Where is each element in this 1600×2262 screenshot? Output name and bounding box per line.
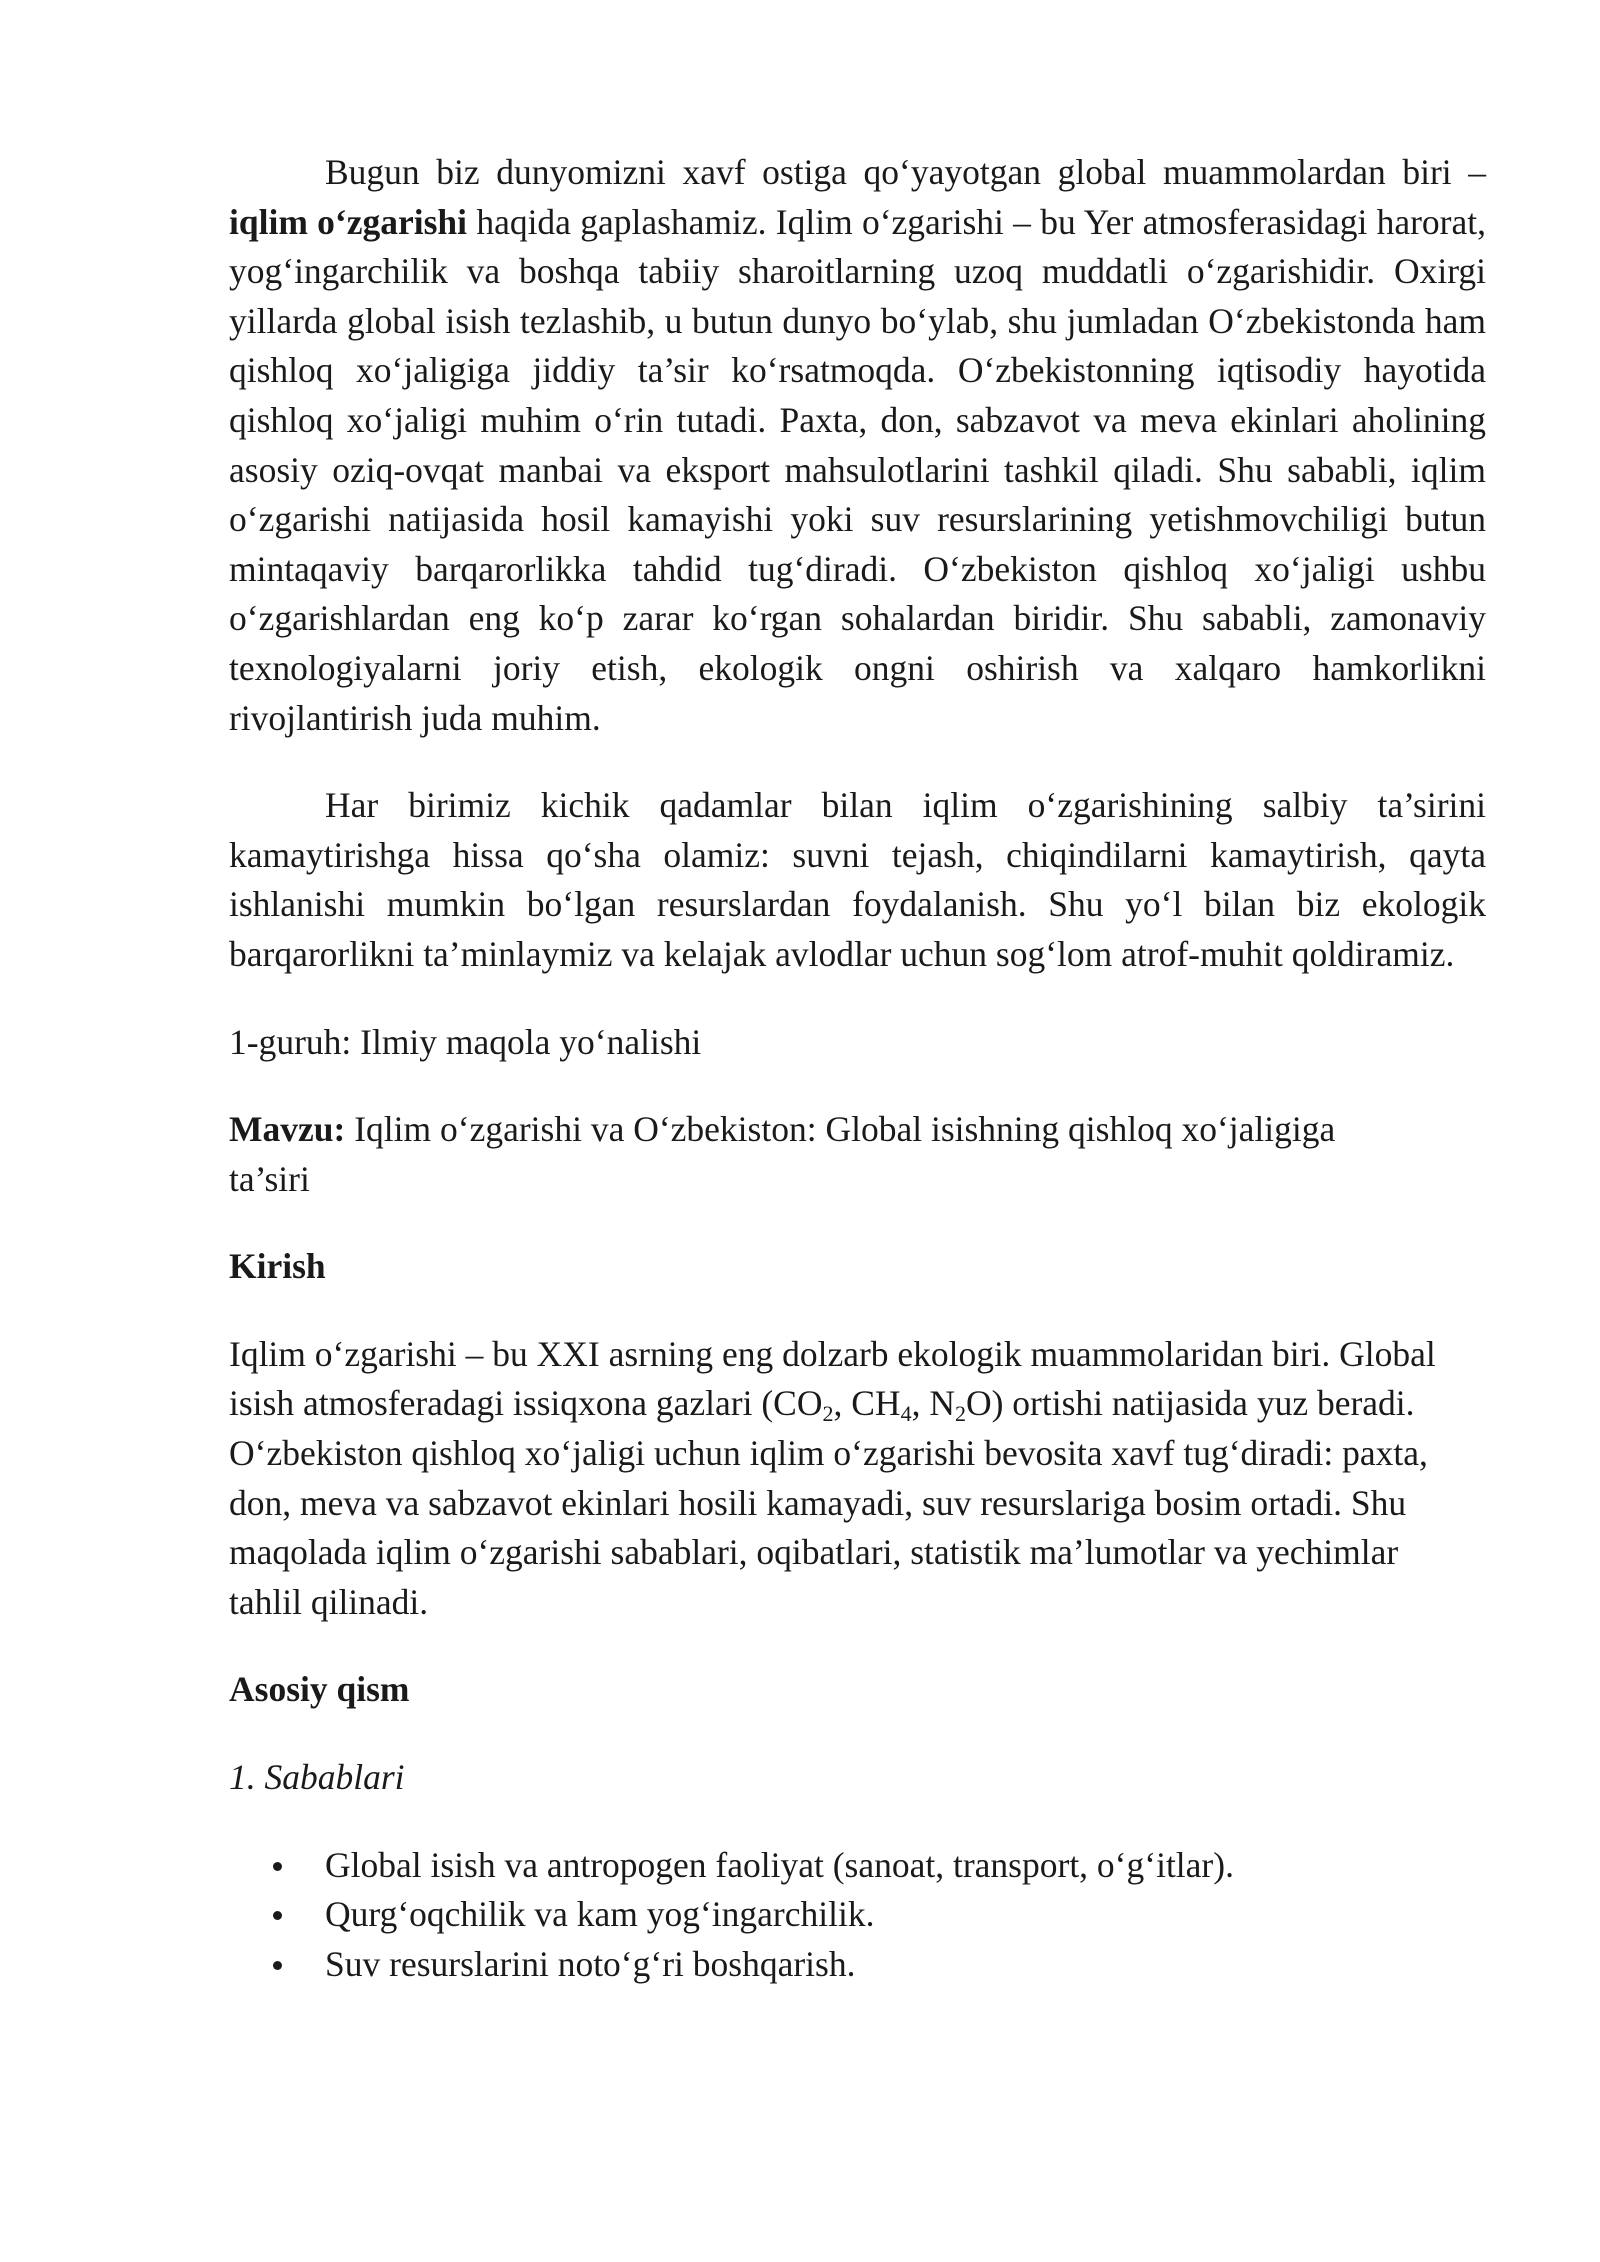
- intro-text-start: Bugun biz dunyomizni xavf ostiga qo‘yayotgan global muammolardan biri –: [325, 152, 1486, 192]
- list-item: [325, 1940, 1486, 1990]
- n2o-subscript: 2: [954, 1401, 966, 1427]
- kirish-text-4: O) ortishi natijasida yuz beradi. O‘zbekiston qishloq xo‘jaligi uchun iqlim o‘zgarishi bevosita xavf tug‘diradi: paxta, don, meva va sabzavot ekinlari hosili kamayadi, suv resurslariga bosim ortadi. Shu maqolada iqlim o‘zgarishi sabablari, oqibatlari, statistik ma’lumotlar va yechimlar tahlil qilinadi.: [229, 1383, 1428, 1622]
- list-item-text: Qurg‘oqchilik va kam yog‘ingarchilik.: [325, 1894, 875, 1935]
- list-item: [325, 1841, 1486, 1891]
- list-item-text: Suv resurslarini noto‘g‘ri boshqarish.: [325, 1943, 856, 1984]
- sabablari-subheading: 1. Sabablari: [229, 1757, 405, 1798]
- ch4-subscript: 4: [900, 1401, 912, 1427]
- kirish-heading: Kirish: [229, 1246, 326, 1287]
- intro-text-rest: haqida gaplashamiz. Iqlim o‘zgarishi – bu Yer atmosferasidagi harorat, yog‘ingarchilik va boshqa tabiiy sharoitlarning uzoq muddatli o‘zgarishidir. Oxirgi yillarda global isish tezlashib, u butun dunyo bo‘ylab, shu jumladan O‘zbekistonda ham qishloq xo‘jaligiga jiddiy ta’sir ko‘rsatmoqda. O‘zbekistonning iqtisodiy hayotida qishloq xo‘jaligi muhim o‘rin tutadi. Paxta, don, sabzavot va meva ekinlari aholining asosiy oziq-ovqat manbai va eksport mahsulotlarini tashkil qiladi. Shu sababli, iqlim o‘zgarishi natijasida hosil kamayishi yoki suv resurslarining yetishmovchiligi butun mintaqaviy barqarorlikka tahdid tug‘diradi. O‘zbekiston qishloq xo‘jaligi ushbu o‘zgarishlardan eng ko‘p zarar ko‘rgan sohalardan biridir. Shu sababli, zamonaviy texnologiyalarni joriy etish, ekologik ongni oshirish va xalqaro hamkorlikni rivojlantirish juda muhim.: [229, 201, 1486, 738]
- kirish-text-1: Iqlim o‘zgarishi – bu XXI asrning eng dolzarb ekologik muammolaridan biri. Global isish atmosferadagi issiqxona gazlari (CO: [229, 1333, 1436, 1424]
- list-item: [325, 1890, 1486, 1940]
- asosiy-heading: Asosiy qism: [229, 1669, 410, 1710]
- topic-text: Iqlim o‘zgarishi va O‘zbekiston: Global isishning qishloq xo‘jaligiga ta’siri: [229, 1109, 1336, 1199]
- kirish-text-2: , CH: [833, 1383, 901, 1424]
- bullet-icon: [273, 1862, 282, 1871]
- kirish-paragraph: [229, 1330, 1486, 1628]
- group-line: 1-guruh: Ilmiy maqola yo‘nalishi: [229, 1021, 702, 1062]
- kirish-text-3: , N: [911, 1383, 955, 1424]
- topic-line: [229, 1105, 1486, 1204]
- document-page: [229, 148, 1486, 1989]
- co2-subscript: 2: [822, 1401, 834, 1427]
- bullet-icon: [273, 1961, 282, 1970]
- intro-bold-term: iqlim o‘zgarishi: [229, 201, 468, 242]
- intro-paragraph-1: [229, 148, 1486, 743]
- list-item-text: Global isish va antropogen faoliyat (sanoat, transport, o‘g‘itlar).: [325, 1844, 1234, 1885]
- intro-paragraph-2: Har birimiz kichik qadamlar bilan iqlim o‘zgarishining salbiy ta’sirini kamaytirishga hissa qo‘sha olamiz: suvni tejash, chiqindilarni kamaytirish, qayta ishlanishi mumkin bo‘lgan resurslardan foydalanish. Shu yo‘l bilan biz ekologik barqarorlikni ta’minlaymiz va kelajak avlodlar uchun sog‘lom atrof-muhit qoldiramiz.: [229, 785, 1486, 974]
- topic-label: Mavzu:: [229, 1109, 346, 1150]
- bullet-icon: [273, 1911, 282, 1920]
- causes-list: [229, 1841, 1486, 1990]
